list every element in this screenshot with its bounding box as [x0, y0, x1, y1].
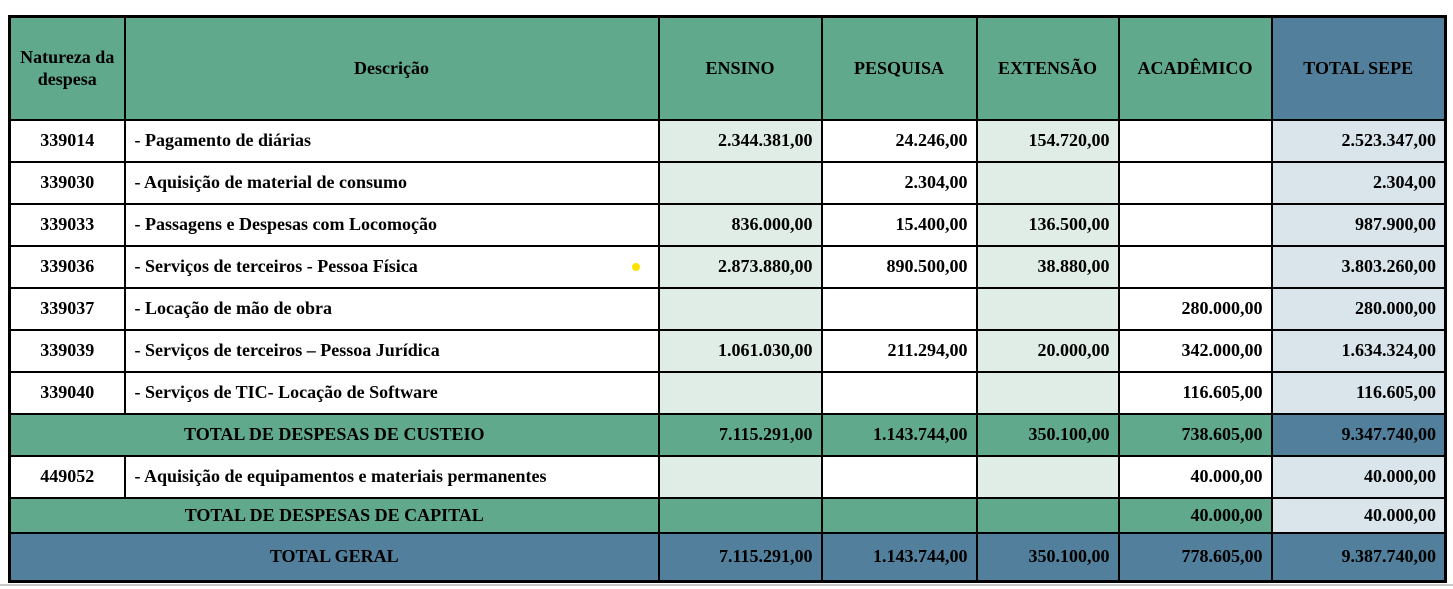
table-row	[10, 246, 1446, 288]
cell-ensino	[659, 498, 822, 533]
cell-desc	[125, 204, 659, 246]
cell-desc	[125, 372, 659, 414]
header-row	[10, 17, 1446, 120]
cell-code: 449052	[10, 456, 125, 498]
cell-desc	[125, 162, 659, 204]
cell-code: 339014	[10, 120, 125, 162]
cell-ensino	[659, 288, 822, 330]
cell-total: 9.387.740,00	[1272, 533, 1446, 582]
page-bottom-edge	[0, 584, 1453, 586]
cell-desc	[125, 246, 659, 288]
cell-ensino	[659, 456, 822, 498]
cell-total: 40.000,00	[1272, 498, 1446, 533]
total-capital-row	[10, 498, 1446, 533]
cell-ensino	[659, 162, 822, 204]
cell-extensao	[977, 288, 1119, 330]
header-total-sepe: TOTAL SEPE	[1272, 17, 1446, 120]
cell-academico: 40.000,00	[1119, 456, 1272, 498]
cell-extensao	[977, 162, 1119, 204]
cell-academico	[1119, 204, 1272, 246]
cell-code: 339033	[10, 204, 125, 246]
total-geral-row	[10, 533, 1446, 582]
cell-extensao: 350.100,00	[977, 414, 1119, 456]
table-row	[10, 372, 1446, 414]
header-natureza: Natureza da despesa	[10, 17, 125, 120]
table-row	[10, 288, 1446, 330]
cell-pesquisa	[822, 288, 977, 330]
cell-desc	[125, 120, 659, 162]
cell-ensino: 7.115.291,00	[659, 414, 822, 456]
cell-extensao: 38.880,00	[977, 246, 1119, 288]
cell-pesquisa	[822, 456, 977, 498]
cell-code: 339039	[10, 330, 125, 372]
cell-extensao	[977, 498, 1119, 533]
total-geral-label: TOTAL GERAL	[10, 533, 659, 582]
desc-text: - Passagens e Despesas com Locomoção	[134, 214, 437, 234]
header-academico: ACADÊMICO	[1119, 17, 1272, 120]
cell-total: 3.803.260,00	[1272, 246, 1446, 288]
cell-academico: 778.605,00	[1119, 533, 1272, 582]
cell-academico: 280.000,00	[1119, 288, 1272, 330]
cell-extensao: 154.720,00	[977, 120, 1119, 162]
cell-total: 40.000,00	[1272, 456, 1446, 498]
cell-pesquisa: 890.500,00	[822, 246, 977, 288]
header-ensino: ENSINO	[659, 17, 822, 120]
cell-pesquisa: 211.294,00	[822, 330, 977, 372]
cell-pesquisa: 1.143.744,00	[822, 533, 977, 582]
desc-text: - Serviços de terceiros - Pessoa Física	[134, 256, 418, 276]
yellow-marker-dot-icon	[632, 263, 640, 271]
cell-pesquisa: 15.400,00	[822, 204, 977, 246]
cell-extensao: 20.000,00	[977, 330, 1119, 372]
cell-total: 987.900,00	[1272, 204, 1446, 246]
cell-academico	[1119, 162, 1272, 204]
cell-total: 280.000,00	[1272, 288, 1446, 330]
cell-desc	[125, 330, 659, 372]
cell-extensao	[977, 456, 1119, 498]
cell-academico	[1119, 246, 1272, 288]
cell-extensao: 136.500,00	[977, 204, 1119, 246]
table-row	[10, 204, 1446, 246]
cell-ensino: 7.115.291,00	[659, 533, 822, 582]
cell-ensino: 2.873.880,00	[659, 246, 822, 288]
sepe-expense-table	[8, 15, 1447, 583]
cell-total: 2.304,00	[1272, 162, 1446, 204]
desc-text: - Serviços de TIC- Locação de Software	[134, 382, 438, 402]
desc-text: - Serviços de terceiros – Pessoa Jurídica	[134, 340, 440, 360]
cell-desc	[125, 456, 659, 498]
cell-pesquisa	[822, 498, 977, 533]
cell-total: 1.634.324,00	[1272, 330, 1446, 372]
cell-total: 116.605,00	[1272, 372, 1446, 414]
table-row	[10, 456, 1446, 498]
cell-ensino	[659, 372, 822, 414]
cell-code: 339037	[10, 288, 125, 330]
header-pesquisa: PESQUISA	[822, 17, 977, 120]
cell-code: 339036	[10, 246, 125, 288]
cell-code: 339030	[10, 162, 125, 204]
cell-total: 2.523.347,00	[1272, 120, 1446, 162]
cell-extensao: 350.100,00	[977, 533, 1119, 582]
cell-ensino: 836.000,00	[659, 204, 822, 246]
table-row	[10, 120, 1446, 162]
header-extensao: EXTENSÃO	[977, 17, 1119, 120]
cell-pesquisa	[822, 372, 977, 414]
cell-extensao	[977, 372, 1119, 414]
total-custeio-row	[10, 414, 1446, 456]
cell-desc	[125, 288, 659, 330]
cell-academico: 116.605,00	[1119, 372, 1272, 414]
cell-academico: 40.000,00	[1119, 498, 1272, 533]
cell-pesquisa: 1.143.744,00	[822, 414, 977, 456]
cell-academico: 738.605,00	[1119, 414, 1272, 456]
cell-ensino: 2.344.381,00	[659, 120, 822, 162]
total-custeio-label: TOTAL DE DESPESAS DE CUSTEIO	[10, 414, 659, 456]
cell-code: 339040	[10, 372, 125, 414]
desc-text: - Aquisição de material de consumo	[134, 172, 407, 192]
cell-academico: 342.000,00	[1119, 330, 1272, 372]
table-row	[10, 162, 1446, 204]
cell-pesquisa: 24.246,00	[822, 120, 977, 162]
desc-text: - Locação de mão de obra	[134, 298, 332, 318]
cell-pesquisa: 2.304,00	[822, 162, 977, 204]
cell-ensino: 1.061.030,00	[659, 330, 822, 372]
header-descricao: Descrição	[125, 17, 659, 120]
total-capital-label: TOTAL DE DESPESAS DE CAPITAL	[10, 498, 659, 533]
cell-academico	[1119, 120, 1272, 162]
desc-text: - Aquisição de equipamentos e materiais permanentes	[134, 466, 547, 486]
cell-total: 9.347.740,00	[1272, 414, 1446, 456]
desc-text: - Pagamento de diárias	[134, 130, 311, 150]
table-row	[10, 330, 1446, 372]
